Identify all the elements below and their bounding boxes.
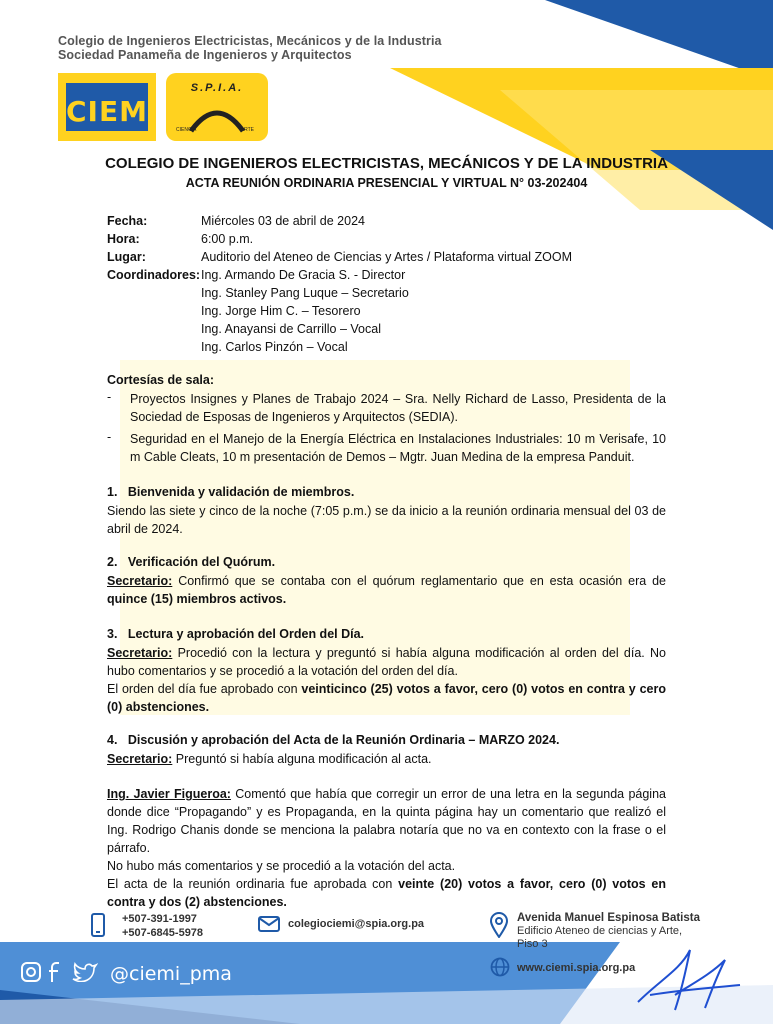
- coordinador: Ing. Anayansi de Carrillo – Vocal: [201, 322, 381, 336]
- spia-logo-left: CIENCIA: [176, 127, 197, 133]
- section-4-text: Preguntó si había alguna modificación al acta.: [172, 752, 432, 766]
- document-title: COLEGIO DE INGENIEROS ELECTRICISTAS, MECÁNICOS Y DE LA INDUSTRIA: [105, 155, 668, 172]
- instagram-icon: [20, 961, 42, 983]
- section-4-bold: veinte (20) votos a favor, cero (0) votos en contra y dos (2) abstenciones.: [107, 877, 666, 909]
- cortesias-heading: Cortesías de sala:: [107, 373, 214, 387]
- address-line-1: Avenida Manuel Espinosa Batista: [517, 912, 700, 924]
- address-line-2: Edificio Ateneo de ciencias y Arte,: [517, 925, 683, 937]
- section-2-paragraph: [107, 572, 666, 608]
- facebook-icon: [48, 961, 64, 983]
- coordinadores-label: Coordinadores:: [107, 268, 201, 282]
- document-subtitle: ACTA REUNIÓN ORDINARIA PRESENCIAL Y VIRTUAL N° 03-202404: [185, 176, 588, 190]
- lugar-label: Lugar:: [107, 250, 146, 264]
- section-2-heading: 2. Verificación del Quórum.: [107, 555, 276, 569]
- coordinador: Ing. Carlos Pinzón – Vocal: [201, 340, 348, 354]
- bullet-mark: -: [107, 430, 112, 444]
- fecha-value: Miércoles 03 de abril de 2024: [201, 214, 365, 228]
- coordinador: Ing. Jorge Him C. – Tesorero: [201, 304, 361, 318]
- section-3-paragraph: [107, 644, 666, 680]
- phone-icon: [90, 913, 106, 937]
- fecha-label: Fecha:: [107, 214, 148, 228]
- org-line-1: Colegio de Ingenieros Electricistas, Mecánicos y de la Industria: [58, 34, 442, 48]
- section-3-heading: 3. Lectura y aprobación del Orden del Día.: [107, 627, 365, 641]
- bullet-mark: -: [107, 390, 112, 404]
- twitter-icon: [72, 962, 98, 982]
- speaker-secretario: Secretario:: [107, 646, 173, 660]
- lugar-value: Auditorio del Ateneo de Ciencias y Artes / Plataforma virtual ZOOM: [201, 250, 573, 264]
- cortesia-item: Proyectos Insignes y Planes de Trabajo 2024 – Sra. Nelly Richard de Lasso, Presidenta de la Sociedad de Esposas de Ingenieros y Arquitectos (SEDIA).: [130, 392, 666, 424]
- social-handle: @ciemi_pma: [110, 963, 232, 985]
- section-4-paragraph: [107, 750, 666, 768]
- address-line-3: Piso 3: [517, 938, 548, 950]
- coordinador: Ing. Stanley Pang Luque – Secretario: [201, 286, 409, 300]
- section-1-text: Siendo las siete y cinco de la noche (7:05 p.m.) se da inicio a la reunión ordinaria mensual del 03 de abril de 2024.: [107, 504, 666, 536]
- speaker-secretario: Secretario:: [107, 752, 173, 766]
- section-3-text-2: El orden del día fue aprobado con: [107, 682, 302, 696]
- section-4-heading: 4. Discusión y aprobación del Acta de la Reunión Ordinaria – MARZO 2024.: [107, 733, 560, 747]
- spia-logo-title: S.P.I.A.: [190, 82, 244, 94]
- cortesia-item: Seguridad en el Manejo de la Energía Eléctrica en Instalaciones Industriales: 10 m Verisafe, 10 m Cable Cleats, 10 m presentación de Demos – Mgtr. Juan Medina de la empresa Panduit.: [130, 432, 666, 464]
- section-3-text: Procedió con la lectura y preguntó si había alguna modificación al orden del día. No hubo comentarios y se procedió a la votación del orden del día.: [107, 646, 666, 678]
- hora-value: 6:00 p.m.: [201, 232, 254, 246]
- section-4-text-4: El acta de la reunión ordinaria fue aprobada con: [107, 877, 399, 891]
- phone-2: +507-6845-5978: [122, 927, 204, 939]
- signature: [630, 940, 745, 1015]
- section-4-paragraph-2: [107, 785, 666, 857]
- ciemi-logo: [58, 73, 160, 141]
- section-4-text-3: No hubo más comentarios y se procedió a la votación del acta.: [107, 859, 456, 873]
- speaker-secretario: Secretario:: [107, 574, 173, 588]
- globe-icon: [490, 957, 510, 977]
- speaker-figueroa: Ing. Javier Figueroa:: [107, 787, 231, 801]
- location-icon: [490, 912, 508, 938]
- section-2-text: Confirmó que se contaba con el quórum reglamentario que en esta ocasión era de: [172, 574, 666, 588]
- ciemi-logo-text: CIEMI: [66, 95, 160, 128]
- email-address: colegiociemi@spia.org.pa: [288, 918, 425, 930]
- email-icon: [258, 916, 280, 932]
- section-1-heading: 1. Bienvenida y validación de miembros.: [107, 485, 355, 499]
- spia-logo-right: ARTE: [240, 127, 254, 133]
- spia-logo: [166, 73, 268, 141]
- phone-1: +507-391-1997: [122, 913, 197, 925]
- section-3-paragraph-2: [107, 680, 666, 716]
- hora-label: Hora:: [107, 232, 140, 246]
- section-2-bold: quince (15) miembros activos.: [107, 592, 287, 606]
- org-line-2: Sociedad Panameña de Ingenieros y Arquitectos: [58, 48, 352, 62]
- section-3-bold: veinticinco (25) votos a favor, cero (0) votos en contra y cero (0) abstenciones.: [107, 682, 667, 714]
- coordinador: Ing. Armando De Gracia S. - Director: [201, 268, 406, 282]
- website: www.ciemi.spia.org.pa: [517, 962, 636, 974]
- section-4-text-2: Comentó que había que corregir un error de una letra en la segunda página donde dice “Propagando” y es Propaganda, en la quinta página hay un comentario que realizó el Ing. Rodrigo Chanis donde se menciona la palabra notaría que no va en contexto con la frase o el párrafo.: [107, 787, 666, 855]
- section-4-paragraph-4: [107, 875, 666, 911]
